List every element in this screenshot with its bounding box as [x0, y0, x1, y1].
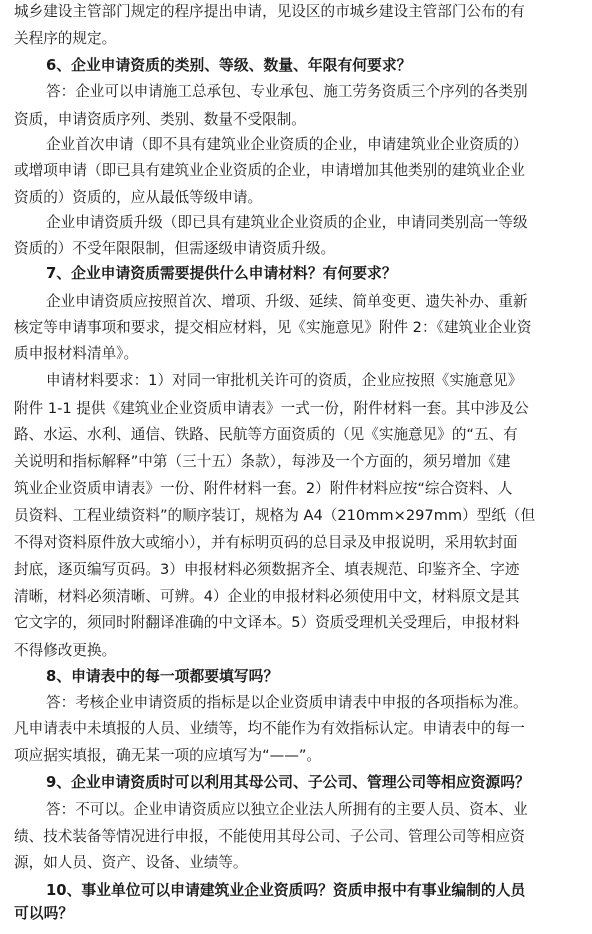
body-line: 筑业企业资质申请表》一份、附件材料一套。2）附件材料应按“综合资料、人	[14, 480, 513, 497]
paragraph-first-line: 答：不可以。企业申请资质应以独立企业法人所拥有的主要人员、资本、业	[46, 801, 528, 818]
body-line: 核定等申请事项和要求，提交相应材料，见《实施意见》附件 2：《建筑业企业资	[14, 319, 532, 336]
body-line: 或增项申请（即已具有建筑业企业资质的企业，申请增加其他类别的建筑业企业	[14, 162, 525, 179]
question-heading: 10、事业单位可以申请建筑业企业资质吗？资质申报中有事业编制的人员	[46, 882, 526, 899]
body-line: 城乡建设主管部门规定的程序提出申请，见设区的市城乡建设主管部门公布的有	[14, 3, 525, 20]
paragraph-first-line: 答：企业可以申请施工总承包、专业承包、施工劳务资质三个序列的各类别	[46, 83, 528, 100]
body-line: 源，如人员、资产、设备、业绩等。	[14, 854, 248, 871]
body-line: 资质的）资质的，应从最低等级申请。	[14, 189, 263, 206]
body-line: 项应据实填报，确无某一项的应填写为“——”。	[14, 747, 321, 764]
paragraph-first-line: 企业申请资质升级（即已具有建筑业企业资质的企业，申请同类别高一等级	[46, 214, 528, 231]
body-line: 路、水运、水利、通信、铁路、民航等方面资质的（见《实施意见》的“五、有	[14, 426, 518, 443]
question-heading: 6、企业申请资质的类别、等级、数量、年限有何要求？	[46, 57, 412, 74]
paragraph-first-line: 答：考核企业申请资质的指标是以企业资质申请表中申报的各项指标为准。	[46, 694, 528, 711]
body-line: 不得修改更换。	[14, 642, 117, 659]
question-heading: 7、企业申请资质需要提供什么申请材料？有何要求？	[46, 265, 397, 282]
body-line: 附件 1-1 提供《建筑业企业资质申请表》一式一份，附件材料一套。其中涉及公	[14, 400, 529, 417]
body-line: 资质，申请资质序列、类别、数量不受限制。	[14, 111, 306, 128]
body-line: 凡申请表中未填报的人员、业绩等，均不能作为有效指标认定。申请表中的每一	[14, 720, 525, 737]
body-line: 绩、技术装备等情况进行申报，不能使用其母公司、子公司、管理公司等相应资	[14, 828, 525, 845]
paragraph-first-line: 申请材料要求：1）对同一审批机关许可的资质，企业应按照《实施意见》	[46, 372, 523, 389]
body-line: 它文字的，须同时附翻译准确的中文译本。5）资质受理机关受理后，申报材料	[14, 614, 520, 631]
body-line: 关说明和指标解释”中第（三十五）条款），每涉及一个方面的，须另增加《建	[14, 453, 511, 470]
question-heading: 8、申请表中的每一项都要填写吗？	[46, 668, 279, 685]
body-line: 质申报材料清单》。	[14, 345, 139, 362]
paragraph-first-line: 企业首次申请（即不具有建筑业企业资质的企业，申请建筑业企业资质的）	[46, 136, 528, 153]
body-line: 关程序的规定。	[14, 30, 117, 47]
question-heading-continued: 可以吗？	[14, 905, 74, 922]
body-line: 资质的）不受年限限制，但需逐级申请资质升级。	[14, 240, 336, 257]
body-line: 封底，逐页编写页码。3）申报材料必须数据齐全、填表规范、印鉴齐全、字迹	[14, 561, 520, 578]
body-line: 清晰，材料必须清晰、可辨。4）企业的申报材料必须使用中文，材料原文是其	[14, 588, 520, 605]
question-heading: 9、企业申请资质时可以利用其母公司、子公司、管理公司等相应资源吗？	[46, 774, 530, 791]
body-line: 员资料、工程业绩资料”的顺序装订，规格为 A4（210mm×297mm）型纸（但	[14, 507, 536, 524]
body-line: 不得对资料原件放大或缩小），并有标明页码的总目录及申报说明，采用软封面	[14, 534, 518, 551]
paragraph-first-line: 企业申请资质应按照首次、增项、升级、延续、简单变更、遗失补办、重新	[46, 293, 528, 310]
